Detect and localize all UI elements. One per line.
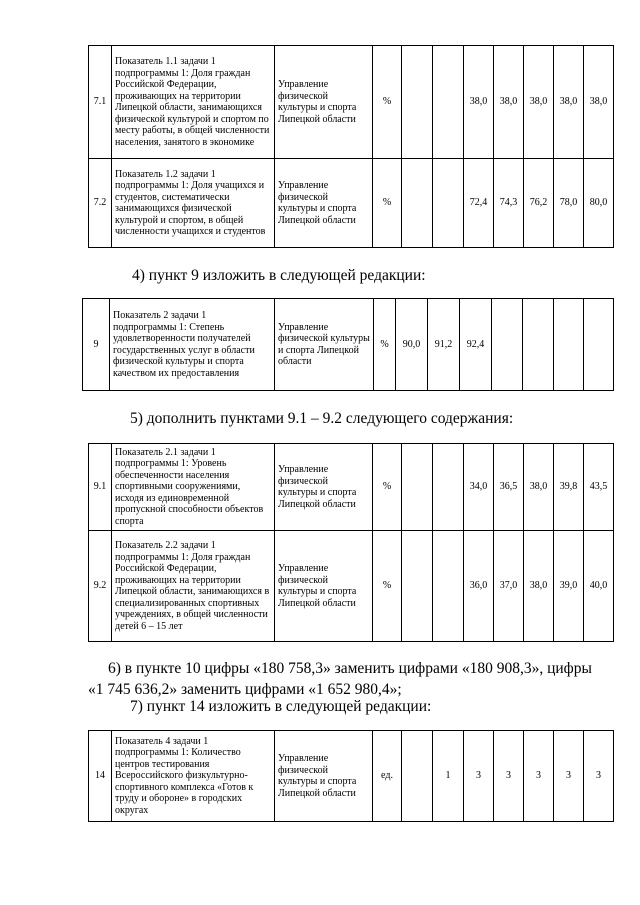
value-cell [433,46,464,159]
value-cell: 3 [524,731,554,822]
value-cell: 92,4 [460,299,492,391]
value-cell: 3 [554,731,584,822]
value-cell [433,159,464,248]
value-cell: 39,0 [554,531,584,642]
row-number: 14 [89,731,112,822]
paragraph-6-line-1: 6) в пункте 10 цифры «180 758,3» заменить цифрами «180 908,3», цифры [108,660,592,677]
value-cell: 3 [494,731,524,822]
table-row [89,444,614,531]
indicator-text: Показатель 1.2 задачи 1 подпрограммы 1: Доля учащихся и студентов, систематически занимающихся физической культурой и спортом, в общей численности учащихся и студентов [112,159,275,248]
row-number: 7.1 [89,46,112,159]
table-row [89,46,614,159]
value-cell: 91,2 [428,299,460,391]
value-cell: 40,0 [584,531,614,642]
indicator-table-1 [88,45,614,248]
responsible-org: Управление физической культуры и спорта Липецкой области [275,731,373,822]
paragraph-5: 5) дополнить пунктами 9.1 – 9.2 следующего содержания: [130,410,514,427]
value-cell: 80,0 [584,159,614,248]
indicator-table-4 [88,730,614,822]
value-cell: 39,8 [554,444,584,531]
value-cell: 78,0 [554,159,584,248]
value-cell: 34,0 [464,444,494,531]
value-cell [584,299,614,391]
table-row [89,731,614,822]
responsible-org: Управление физической культуры и спорта Липецкой области [275,159,373,248]
value-cell: 1 [433,731,464,822]
value-cell: 3 [464,731,494,822]
indicator-table-2 [82,298,614,391]
value-cell [492,299,523,391]
row-number: 7.2 [89,159,112,248]
value-cell: 38,0 [524,46,554,159]
table-row [89,159,614,248]
unit-cell: % [373,531,402,642]
row-number: 9.2 [89,531,112,642]
row-number: 9.1 [89,444,112,531]
value-cell: 36,0 [464,531,494,642]
paragraph-4: 4) пункт 9 изложить в следующей редакции: [132,267,426,284]
value-cell: 43,5 [584,444,614,531]
responsible-org: Управление физической культуры и спорта Липецкой области [275,299,374,391]
indicator-text: Показатель 4 задачи 1 подпрограммы 1: Количество центров тестирования Всероссийского физкультурно-спортивного комплекса «Готов к труду и обороне» в городских округах [112,731,275,822]
value-cell [402,159,433,248]
value-cell: 38,0 [494,46,524,159]
value-cell [523,299,554,391]
value-cell: 72,4 [464,159,494,248]
row-number: 9 [83,299,110,391]
value-cell: 3 [584,731,614,822]
value-cell [402,531,433,642]
responsible-org: Управление физической культуры и спорта Липецкой области [275,46,373,159]
unit-cell: % [374,299,396,391]
value-cell: 38,0 [524,444,554,531]
unit-cell: ед. [373,731,402,822]
value-cell: 76,2 [524,159,554,248]
value-cell: 38,0 [524,531,554,642]
paragraph-7: 7) пункт 14 изложить в следующей редакции: [130,698,432,715]
value-cell: 37,0 [494,531,524,642]
value-cell [554,299,584,391]
value-cell [402,46,433,159]
responsible-org: Управление физической культуры и спорта Липецкой области [275,531,373,642]
unit-cell: % [373,46,402,159]
value-cell [402,731,433,822]
value-cell: 38,0 [584,46,614,159]
value-cell: 38,0 [554,46,584,159]
table-row [89,531,614,642]
indicator-table-3 [88,443,614,642]
indicator-text: Показатель 2.1 задачи 1 подпрограммы 1: Уровень обеспеченности населения спортивными сооружениями, исходя из единовременной пропускной способности объектов спорта [112,444,275,531]
indicator-text: Показатель 1.1 задачи 1 подпрограммы 1: Доля граждан Российской Федерации, проживающих на территории Липецкой области, занимающихся физической культурой и спортом по месту работы, в общей численности населения, занятого в экономике [112,46,275,159]
indicator-text: Показатель 2 задачи 1 подпрограммы 1: Степень удовлетворенности получателей государственных услуг в области физической культуры и спорта качеством их предоставления [110,299,275,391]
value-cell: 90,0 [396,299,428,391]
indicator-text: Показатель 2.2 задачи 1 подпрограммы 1: Доля граждан Российской Федерации, проживающих на территории Липецкой области, занимающихся в специализированных спортивных учреждениях, в общей численности детей 6 – 15 лет [112,531,275,642]
unit-cell: % [373,159,402,248]
value-cell [433,444,464,531]
value-cell [433,531,464,642]
value-cell [402,444,433,531]
value-cell: 38,0 [464,46,494,159]
paragraph-6-line-2: «1 745 636,2» заменить цифрами «1 652 980,4»; [88,681,402,698]
value-cell: 74,3 [494,159,524,248]
table-row [83,299,614,391]
value-cell: 36,5 [494,444,524,531]
responsible-org: Управление физической культуры и спорта Липецкой области [275,444,373,531]
unit-cell: % [373,444,402,531]
